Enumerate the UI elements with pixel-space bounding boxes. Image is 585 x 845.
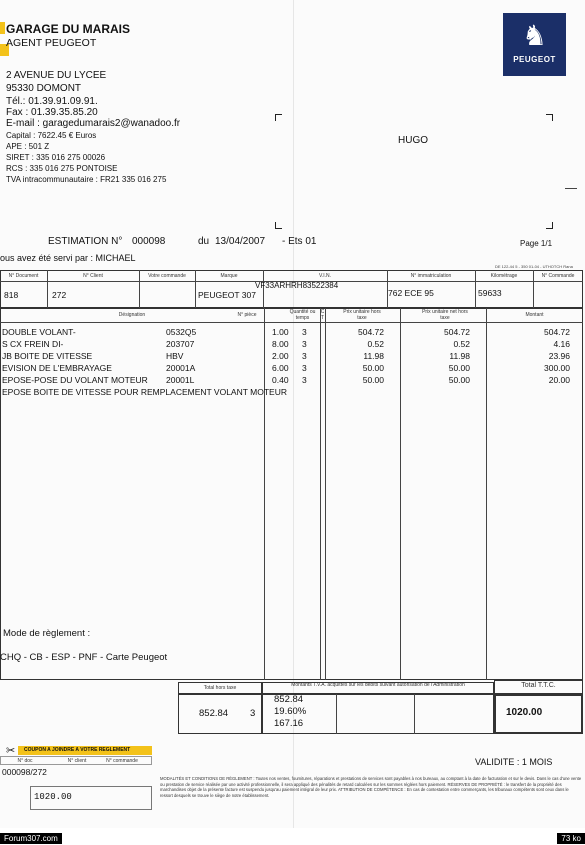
header-ref: N° pièce [237, 312, 257, 318]
line-qty: 2.00 [272, 351, 289, 361]
line-designation: EVISION DE L'EMBRAYAGE [2, 363, 112, 373]
window-corner [275, 114, 282, 121]
line-ref: 0532Q5 [166, 327, 197, 337]
scissors-icon: ✂ [6, 745, 16, 757]
line-qty: 6.00 [272, 363, 289, 373]
line-amount: 300.00 [544, 363, 570, 373]
line-tva-code: 3 [302, 327, 307, 337]
peugeot-logo [503, 13, 566, 76]
line-net-price: 0.52 [453, 339, 470, 349]
coupon-header-client: N° client [67, 758, 87, 764]
line-ref: HBV [166, 351, 184, 361]
value-vin: VF33ARHRH83522384 [255, 281, 339, 290]
header-amount: Montant [525, 312, 544, 318]
company-address-line2: 95330 DOMONT [6, 83, 82, 94]
line-unit-price: 50.00 [362, 375, 384, 385]
watermark-bar [0, 831, 585, 845]
header-vin: V.I.N. [318, 273, 332, 279]
value-document: 818 [4, 290, 19, 300]
line-designation: JB BOITE DE VITESSE [2, 351, 93, 361]
line-net-price: 50.00 [448, 363, 470, 373]
tva-label: Montants T.V.A. acquittés sur les débits suivant autorisation de l'Administration [291, 682, 465, 688]
line-unit-price: 504.72 [358, 327, 384, 337]
line-qty: 0.40 [272, 375, 289, 385]
divider [264, 308, 265, 680]
header-order: Votre commande [148, 273, 186, 279]
header-client: N° Client [83, 273, 103, 279]
tva-base-value: 852.84 [274, 694, 304, 705]
company-fax: Fax : 01.39.35.85.20 [6, 107, 98, 118]
total-ht-value: 852.84 [199, 708, 229, 719]
value-mileage: 59633 [478, 288, 502, 298]
company-email: E-mail : garagedumarais2@wanadoo.fr [6, 118, 181, 129]
line-tva-code: 3 [302, 363, 307, 373]
line-amount: 504.72 [544, 327, 570, 337]
yellow-marker [0, 22, 5, 34]
line-unit-price: 0.52 [367, 339, 384, 349]
coupon-header-doc: N° doc [17, 758, 33, 764]
header-command: N° Commande [541, 273, 575, 279]
divider [320, 308, 321, 680]
window-corner [546, 222, 553, 229]
line-unit-price: 50.00 [362, 363, 384, 373]
page-number: Page 1/1 [520, 239, 553, 248]
line-qty: 8.00 [272, 339, 289, 349]
header-designation: Désignation [118, 312, 146, 318]
line-net-price: 11.98 [449, 351, 470, 361]
header-brand: Marque [220, 273, 238, 279]
company-tel: Tél.: 01.39.91.09.91. [6, 96, 98, 107]
estimate-date-prefix: du [198, 236, 210, 247]
company-agent: AGENT PEUGEOT [6, 37, 97, 49]
header-unit-price: Prix unitaire hors taxe [343, 309, 381, 321]
header-document: N° Document [8, 273, 39, 279]
window-corner [275, 222, 282, 229]
value-client: 272 [52, 290, 67, 300]
company-rcs: RCS : 335 016 275 PONTOISE [6, 164, 118, 173]
line-unit-price: 11.98 [363, 351, 384, 361]
coupon-title: COUPON A JOINDRE A VOTRE REGLEMENT [18, 746, 152, 755]
company-capital: Capital : 7622.45 € Euros [6, 131, 97, 140]
company-ape: APE : 501 Z [6, 142, 50, 151]
fold-mark [565, 188, 577, 189]
window-corner [546, 114, 553, 121]
line-tva-code: 3 [302, 351, 307, 361]
total-ttc-value: 1020.00 [506, 707, 543, 718]
line-designation: S CX FREIN DI- [2, 339, 64, 349]
line-ref: 20001A [166, 363, 196, 373]
payment-label: Mode de règlement : [3, 628, 91, 639]
divider [414, 694, 415, 734]
company-tva: TVA intracommunautaire : FR21 335 016 275 [6, 175, 167, 184]
line-designation: EPOSE BOITE DE VITESSE POUR REMPLACEMENT VOLANT MOTEUR [2, 387, 287, 397]
payment-methods: CHQ - CB - ESP - PNF - Carte Peugeot [0, 652, 168, 663]
line-tva-code: 3 [302, 375, 307, 385]
ttc-label: Total T.T.C. [521, 682, 556, 689]
line-qty: 1.00 [272, 327, 289, 337]
logo-brand: PEUGEOT [513, 55, 556, 64]
divider [336, 694, 337, 734]
value-brand: PEUGEOT 307 [198, 290, 256, 300]
line-amount: 20.00 [548, 375, 570, 385]
tva-rate-value: 19.60% [274, 706, 307, 717]
legal-conditions: MODALITÉS ET CONDITIONS DE RÈGLEMENT : Toutes nos ventes, fournitures, réparations et prestations de services sont payables à nos bureaux, au comptant à la date de facturation et sur le devis. Dans le cas d'une vente ou prestation de service réalisée par une activité professionnelle, il sera appliqué des pénalités de retard calculées sur les sommes réglées hors paiement. RÉSERVES DE PROPRIÉTÉ : le transfert de la propriété des marchandises objet de la présente facture est suspendu jusqu'au paiement intégral de leur prix. ATTRIBUTION DE COMPÉTENCE : En cas de contestation entre commerçants, les tribunaux compétents sont ceux dans le ressort desquels se trouve le siège de notre établissement. [160, 776, 582, 798]
line-ref: 20001L [166, 375, 195, 385]
file-size: 73 ko [557, 833, 585, 844]
divider [486, 308, 487, 680]
total-ht-label: Total hors taxe [203, 685, 237, 691]
line-net-price: 50.00 [448, 375, 470, 385]
lion-icon: ♞ [521, 20, 548, 51]
value-registration: 762 ECE 95 [388, 288, 434, 298]
estimate-label: ESTIMATION N° [48, 236, 123, 247]
estimate-number: 000098 [132, 236, 166, 247]
coupon-header-command: N° commande [106, 758, 138, 764]
tiny-reference: DE 122-44 5 - 350 01-04 - UTHOTCH Rana [495, 264, 573, 269]
header-tva-code: C T [320, 309, 325, 321]
header-net-price: Prix unitaire net hors taxe [422, 309, 468, 321]
tva-amount-value: 167.16 [274, 718, 304, 729]
divider [0, 322, 583, 323]
customer-name: HUGO [398, 135, 428, 146]
line-net-price: 504.72 [444, 327, 470, 337]
coupon-reference: 000098/272 [2, 767, 47, 777]
tva-code-value: 3 [250, 708, 256, 719]
line-tva-code: 3 [302, 339, 307, 349]
header-mileage: Kilométrage [490, 273, 518, 279]
coupon-amount: 1020.00 [34, 792, 72, 802]
line-amount: 4.16 [553, 339, 570, 349]
estimate-date: 13/04/2007 [215, 236, 266, 247]
divider [325, 308, 326, 680]
header-registration: N° immatriculation [410, 273, 452, 279]
line-ref: 203707 [166, 339, 195, 349]
divider [400, 308, 401, 680]
validity: VALIDITE : 1 MOIS [475, 757, 553, 767]
line-designation: DOUBLE VOLANT- [2, 327, 76, 337]
watermark-site: Forum307.com [0, 833, 62, 844]
company-siret: SIRET : 335 016 275 00026 [6, 153, 106, 162]
company-address-line1: 2 AVENUE DU LYCEE [6, 70, 107, 81]
company-name: GARAGE DU MARAIS [6, 22, 131, 36]
header-qty: Quantité ou temps [289, 309, 316, 321]
estimate-site: - Ets 01 [282, 236, 317, 247]
line-designation: EPOSE-POSE DU VOLANT MOTEUR [2, 375, 148, 385]
line-amount: 23.96 [548, 351, 570, 361]
served-by: ous avez été servi par : MICHAEL [0, 253, 136, 263]
